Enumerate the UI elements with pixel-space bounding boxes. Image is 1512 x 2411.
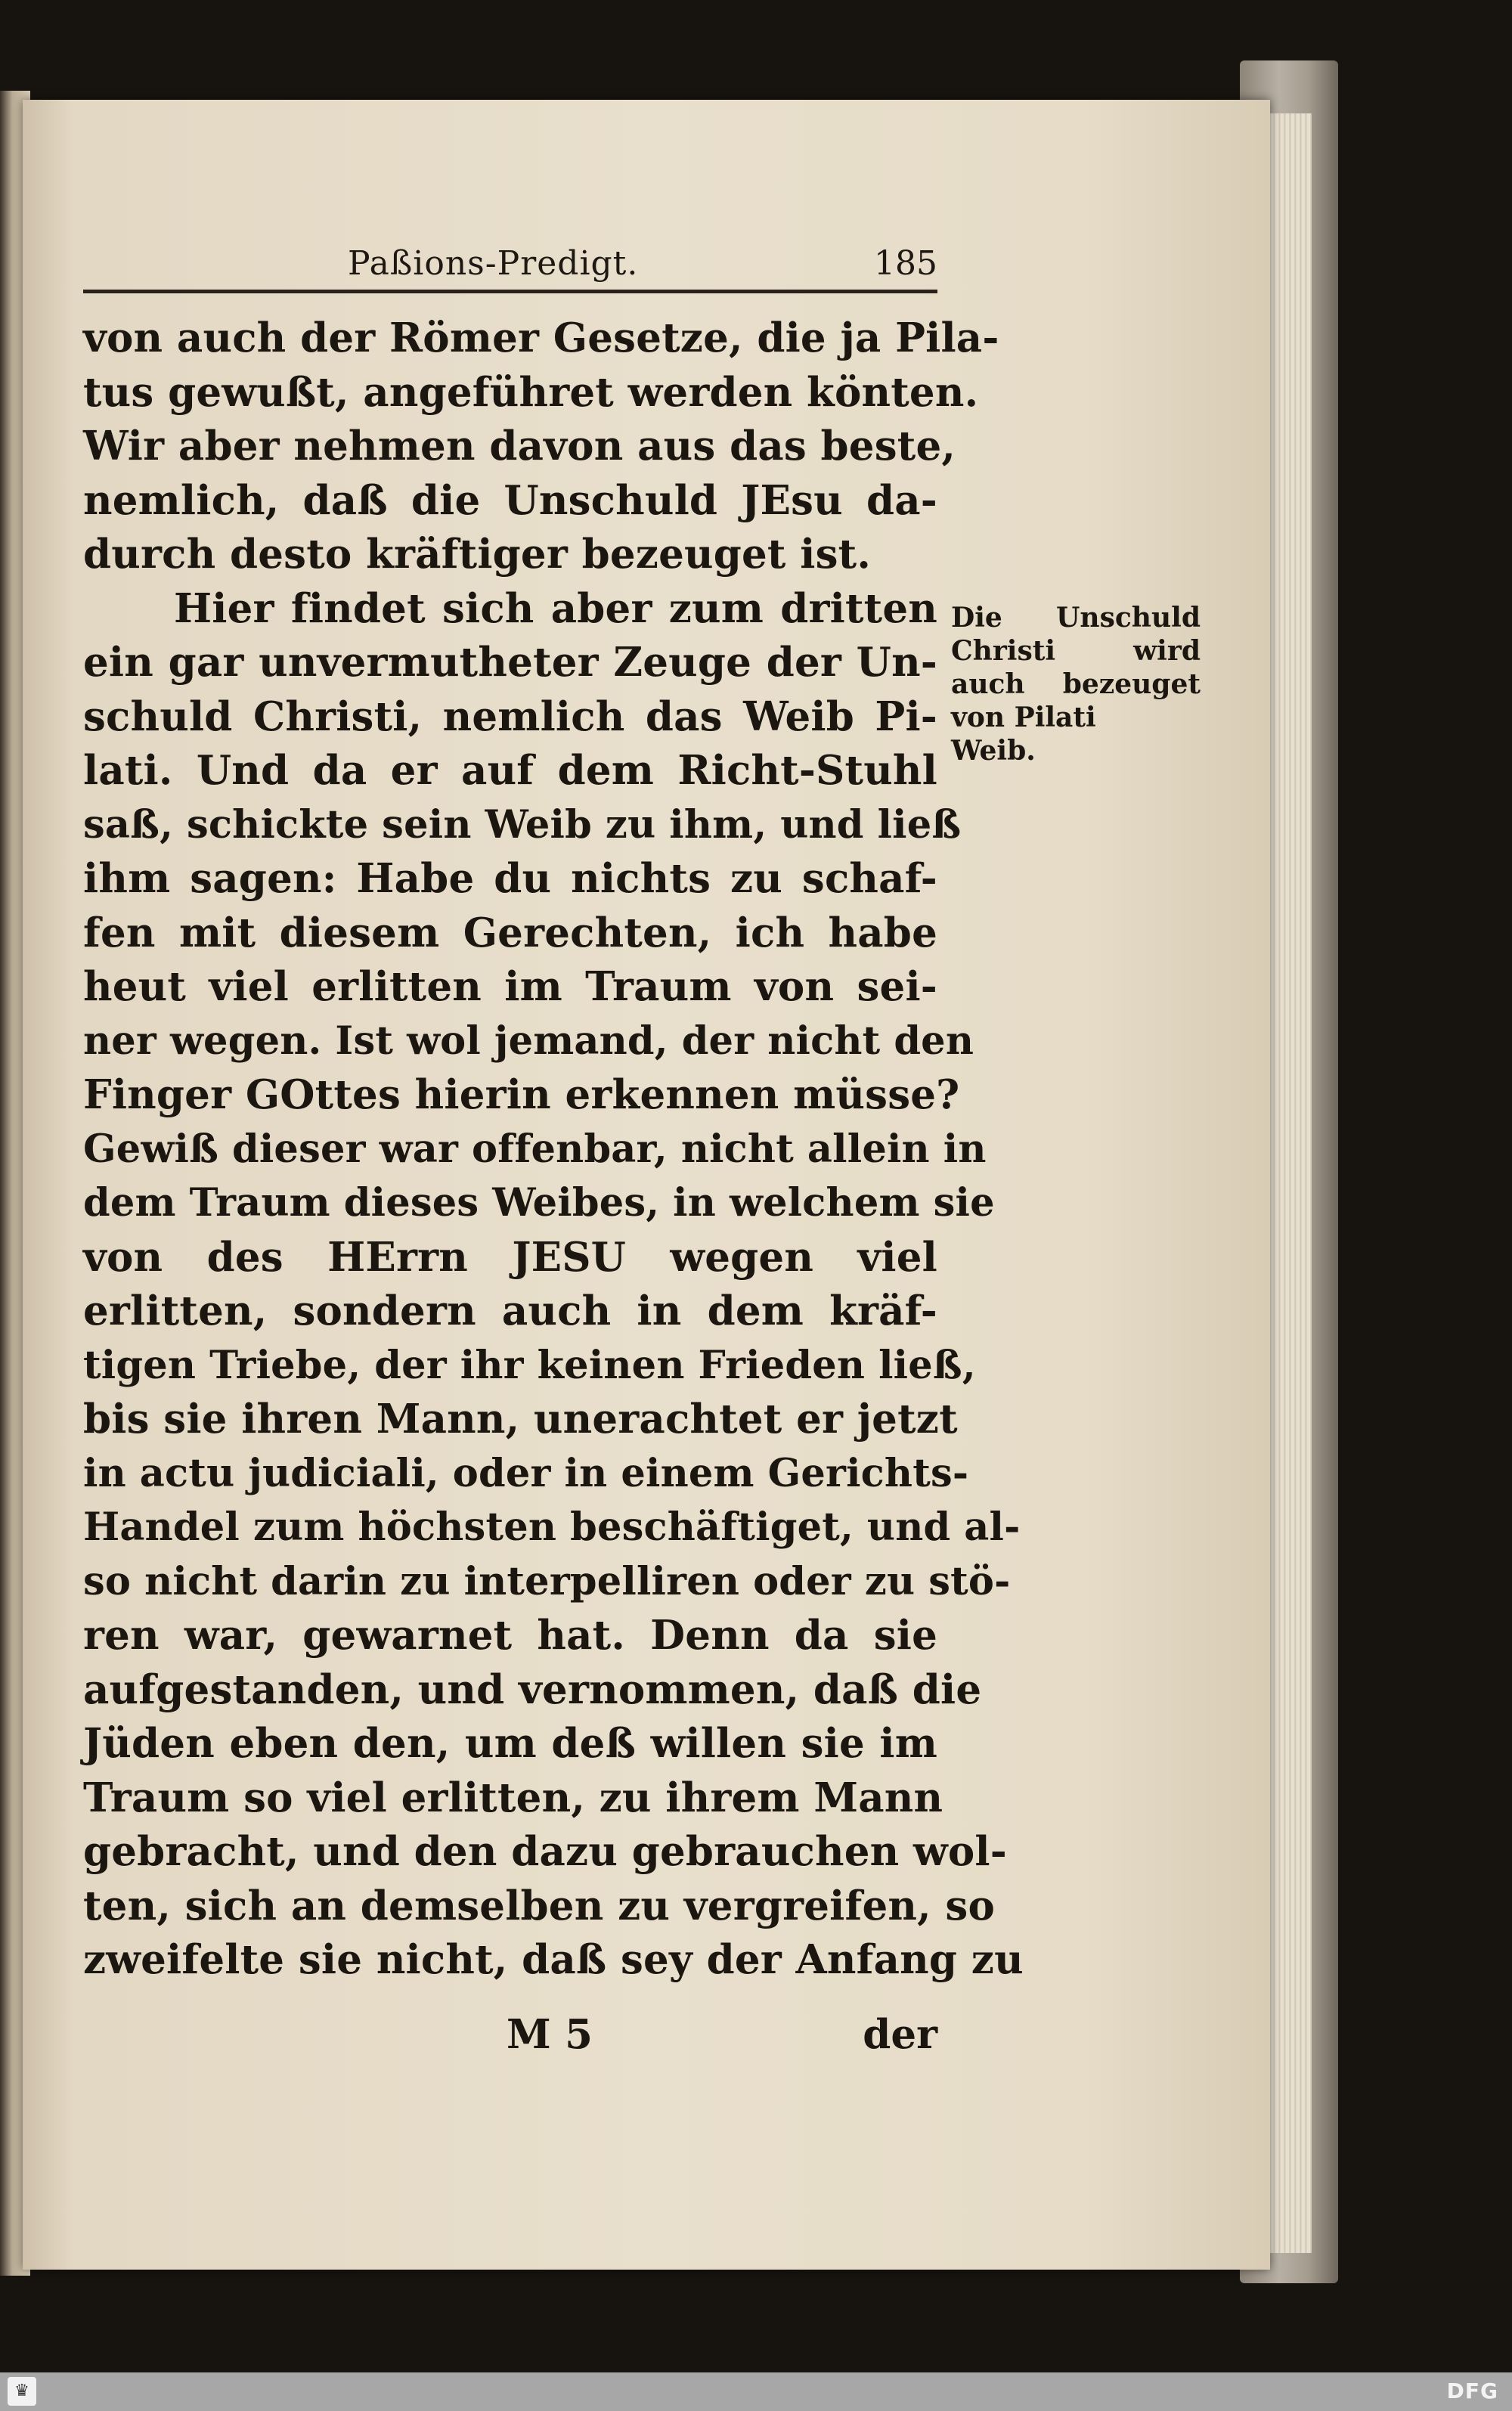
- text-line: durch desto kräftiger bezeuget ist.: [83, 531, 871, 578]
- dfg-logo: DFG: [1446, 2378, 1498, 2403]
- text-line: Gewiß dieser war offenbar, nicht allein in: [83, 1126, 987, 1172]
- text-line: tigen Triebe, der ihr keinen Frieden ließ,: [83, 1342, 976, 1388]
- text-line: ner wegen. Ist wol jemand, der nicht den: [83, 1018, 974, 1064]
- text-line: in actu judiciali, oder in einem Gerichts-: [83, 1450, 969, 1496]
- text-line: fen mit diesem Gerechten, ich habe: [83, 909, 937, 956]
- signature-mark: M 5: [507, 2011, 593, 2058]
- text-line: schuld Christi, nemlich das Weib Pi-: [83, 693, 937, 740]
- marginal-line: auch bezeuget: [951, 668, 1201, 700]
- marginal-line: von Pilati: [951, 702, 1096, 733]
- library-logo-icon: ♛: [8, 2377, 36, 2406]
- text-line: zweifelte sie nicht, daß sey der Anfang zu: [83, 1936, 1024, 1983]
- text-line: Finger GOttes hierin erkennen müsse?: [83, 1071, 960, 1118]
- text-line: ein gar unvermutheter Zeuge der Un-: [83, 639, 937, 686]
- text-line: Handel zum höchsten beschäftiget, und al-: [83, 1505, 1021, 1550]
- text-line: heut viel erlitten im Traum von sei-: [83, 963, 937, 1010]
- text-line: Traum so viel erlitten, zu ihrem Mann: [83, 1774, 943, 1821]
- text-line: bis sie ihren Mann, unerachtet er jetzt: [83, 1396, 958, 1443]
- text-line: aufgestanden, und vernommen, daß die: [83, 1666, 982, 1713]
- viewer-bottom-bar: [0, 2372, 1512, 2411]
- marginal-line: Die Unschuld: [951, 602, 1201, 634]
- catchword: der: [863, 2011, 937, 2058]
- text-line: ihm sagen: Habe du nichts zu schaf-: [83, 855, 937, 902]
- text-line: Jüden eben den, um deß willen sie im: [83, 1720, 937, 1767]
- text-line: dem Traum dieses Weibes, in welchem sie: [83, 1180, 995, 1226]
- text-line: so nicht darin zu interpelliren oder zu stö-: [83, 1558, 1011, 1604]
- text-line: erlitten, sondern auch in dem kräf-: [83, 1288, 937, 1334]
- running-head: Paßions-Predigt.: [348, 244, 639, 283]
- text-line: tus gewußt, angeführet werden könten.: [83, 368, 979, 416]
- text-line: ren war, gewarnet hat. Denn da sie: [83, 1612, 937, 1659]
- page-number: 185: [874, 244, 937, 283]
- page-footer: [83, 2011, 937, 2064]
- marginal-line: Christi wird: [951, 635, 1201, 667]
- text-line: Wir aber nehmen davon aus das beste,: [83, 423, 956, 469]
- text-line: von des HErrn JESU wegen viel: [83, 1233, 937, 1281]
- marginal-line: Weib.: [951, 735, 1036, 767]
- text-line: ten, sich an demselben zu vergreifen, so: [83, 1882, 996, 1929]
- text-line: Hier findet sich aber zum dritten: [174, 584, 937, 632]
- header-rule: [83, 290, 937, 293]
- text-line: von auch der Römer Gesetze, die ja Pila-: [83, 315, 999, 361]
- text-line: gebracht, und den dazu gebrauchen wol-: [83, 1828, 1007, 1875]
- text-line: saß, schickte sein Weib zu ihm, und ließ: [83, 801, 962, 848]
- text-line: lati. Und da er auf dem Richt-Stuhl: [83, 747, 937, 794]
- marginal-note: [951, 601, 1201, 767]
- page-header: [83, 238, 937, 291]
- text-line: nemlich, daß die Unschuld JEsu da-: [83, 476, 937, 524]
